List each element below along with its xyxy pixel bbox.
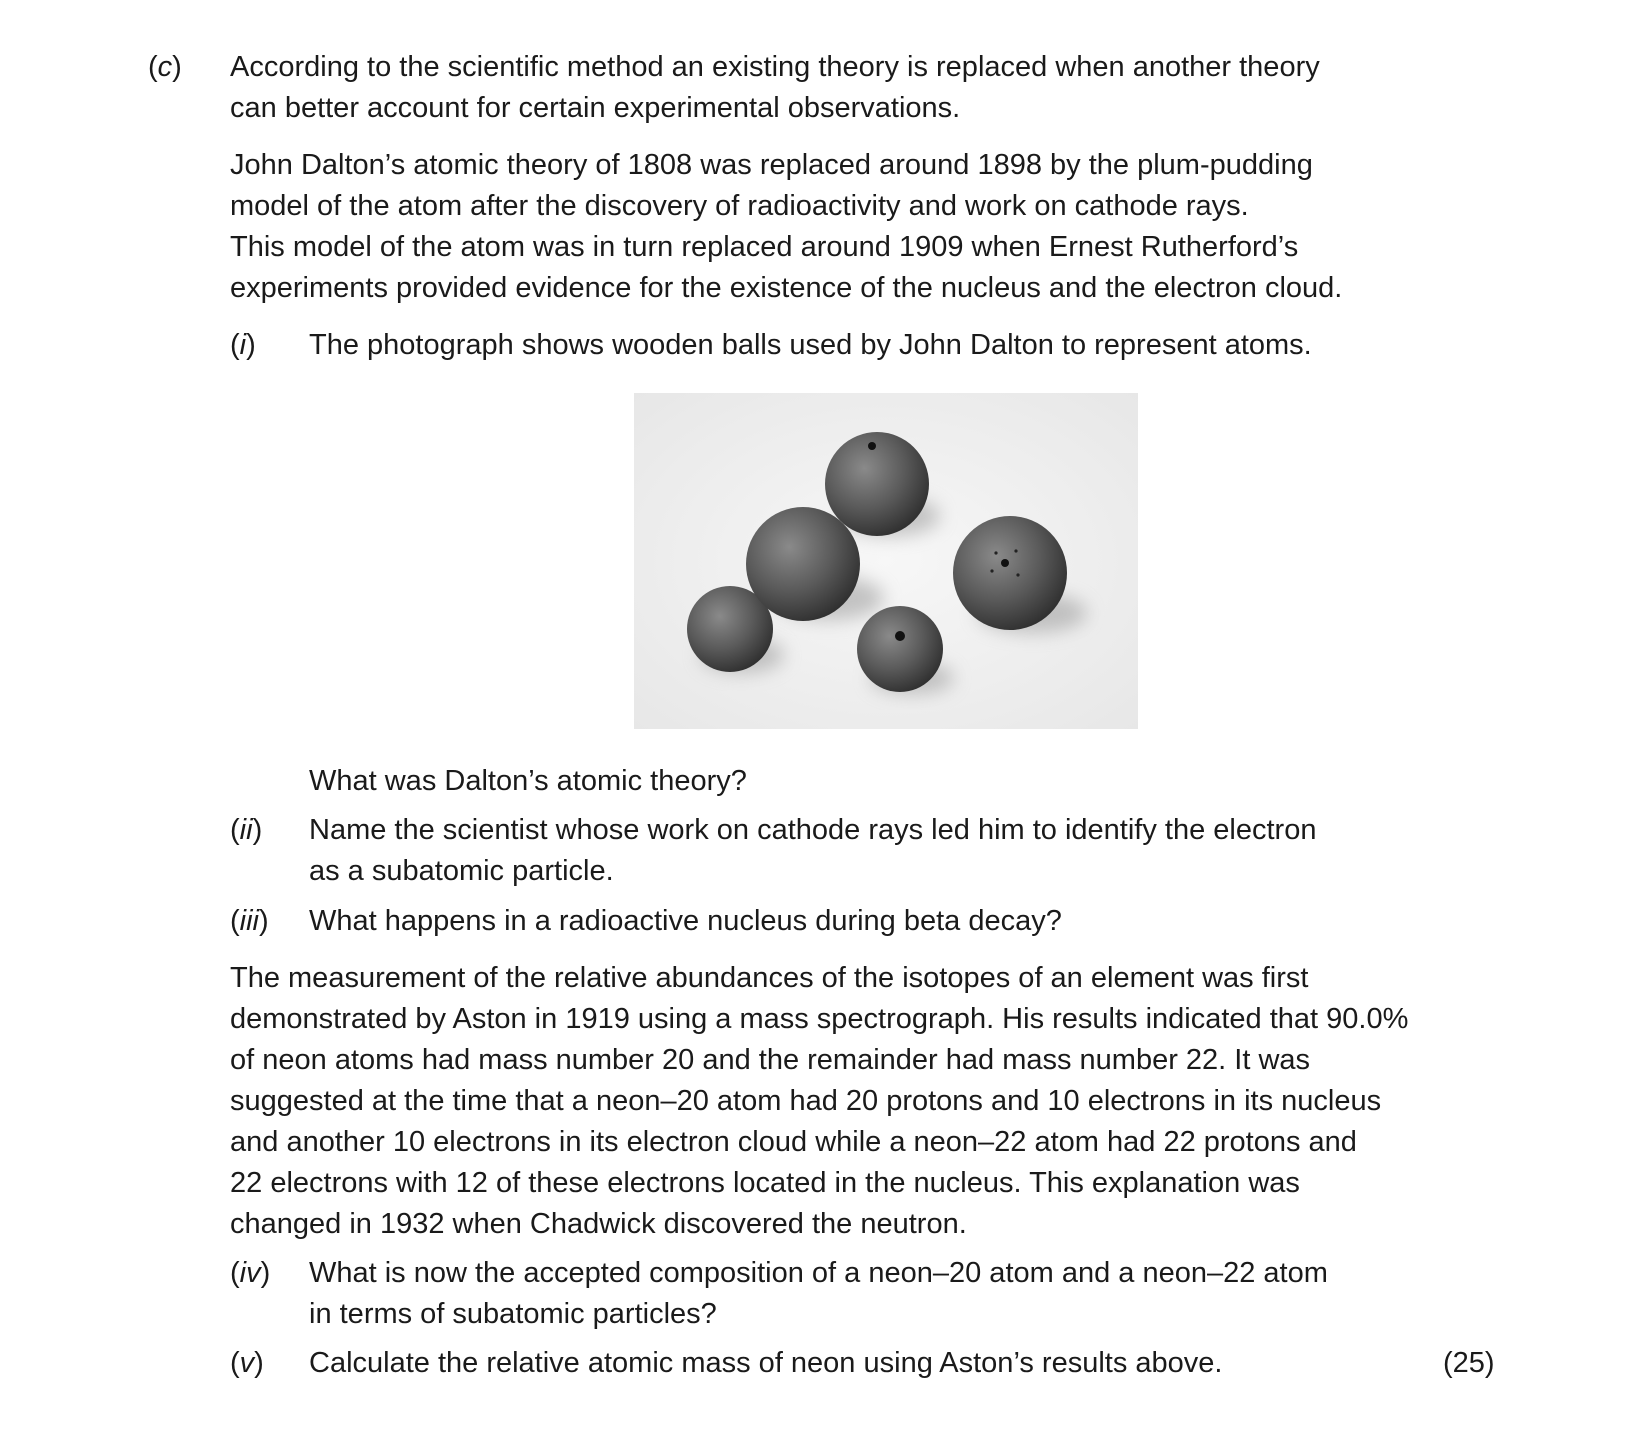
aston-line: The measurement of the relative abundances of the isotopes of an element was first bbox=[230, 962, 1309, 994]
question-i-text: The photograph shows wooden balls used by John Dalton to represent atoms. bbox=[309, 329, 1312, 361]
wooden-ball-small-bottom bbox=[857, 606, 943, 692]
aston-line: demonstrated by Aston in 1919 using a mass spectrograph. His results indicated that 90.0% bbox=[230, 1003, 1409, 1035]
question-ii-line: as a subatomic particle. bbox=[309, 855, 614, 887]
dalton-wooden-balls-photo bbox=[634, 393, 1138, 729]
history-line: This model of the atom was in turn replaced around 1909 when Ernest Rutherford’s bbox=[230, 231, 1299, 263]
section-label: (c) bbox=[148, 51, 182, 83]
question-label-ii: (ii) bbox=[230, 814, 263, 846]
question-v-text: Calculate the relative atomic mass of neon using Aston’s results above. bbox=[309, 1347, 1223, 1379]
question-iii-text: What happens in a radioactive nucleus during beta decay? bbox=[309, 905, 1062, 937]
aston-line: and another 10 electrons in its electron cloud while a neon–22 atom had 22 protons and bbox=[230, 1126, 1357, 1158]
marks-total: (25) bbox=[1443, 1347, 1495, 1379]
history-line: John Dalton’s atomic theory of 1808 was replaced around 1898 by the plum-pudding bbox=[230, 149, 1313, 181]
wooden-ball-top bbox=[825, 432, 929, 536]
question-i-followup: What was Dalton’s atomic theory? bbox=[309, 765, 747, 797]
question-label-i: (i) bbox=[230, 329, 256, 361]
aston-line: suggested at the time that a neon–20 atom had 20 protons and 10 electrons in its nucleus bbox=[230, 1085, 1382, 1117]
question-ii-line: Name the scientist whose work on cathode rays led him to identify the electron bbox=[309, 814, 1317, 846]
question-label-iv: (iv) bbox=[230, 1257, 271, 1289]
aston-line: of neon atoms had mass number 20 and the remainder had mass number 22. It was bbox=[230, 1044, 1311, 1076]
aston-line: 22 electrons with 12 of these electrons located in the nucleus. This explanation was bbox=[230, 1167, 1300, 1199]
intro-line: can better account for certain experimental observations. bbox=[230, 92, 961, 124]
history-line: model of the atom after the discovery of radioactivity and work on cathode rays. bbox=[230, 190, 1249, 222]
question-label-v: (v) bbox=[230, 1347, 264, 1379]
aston-line: changed in 1932 when Chadwick discovered the neutron. bbox=[230, 1208, 967, 1240]
question-iv-line: in terms of subatomic particles? bbox=[309, 1298, 717, 1330]
wooden-ball-right bbox=[953, 516, 1067, 630]
history-line: experiments provided evidence for the existence of the nucleus and the electron cloud. bbox=[230, 272, 1343, 304]
question-label-iii: (iii) bbox=[230, 905, 269, 937]
question-iv-line: What is now the accepted composition of a neon–20 atom and a neon–22 atom bbox=[309, 1257, 1328, 1289]
intro-line: According to the scientific method an existing theory is replaced when another theory bbox=[230, 51, 1320, 83]
wooden-ball-large-middle bbox=[746, 507, 860, 621]
